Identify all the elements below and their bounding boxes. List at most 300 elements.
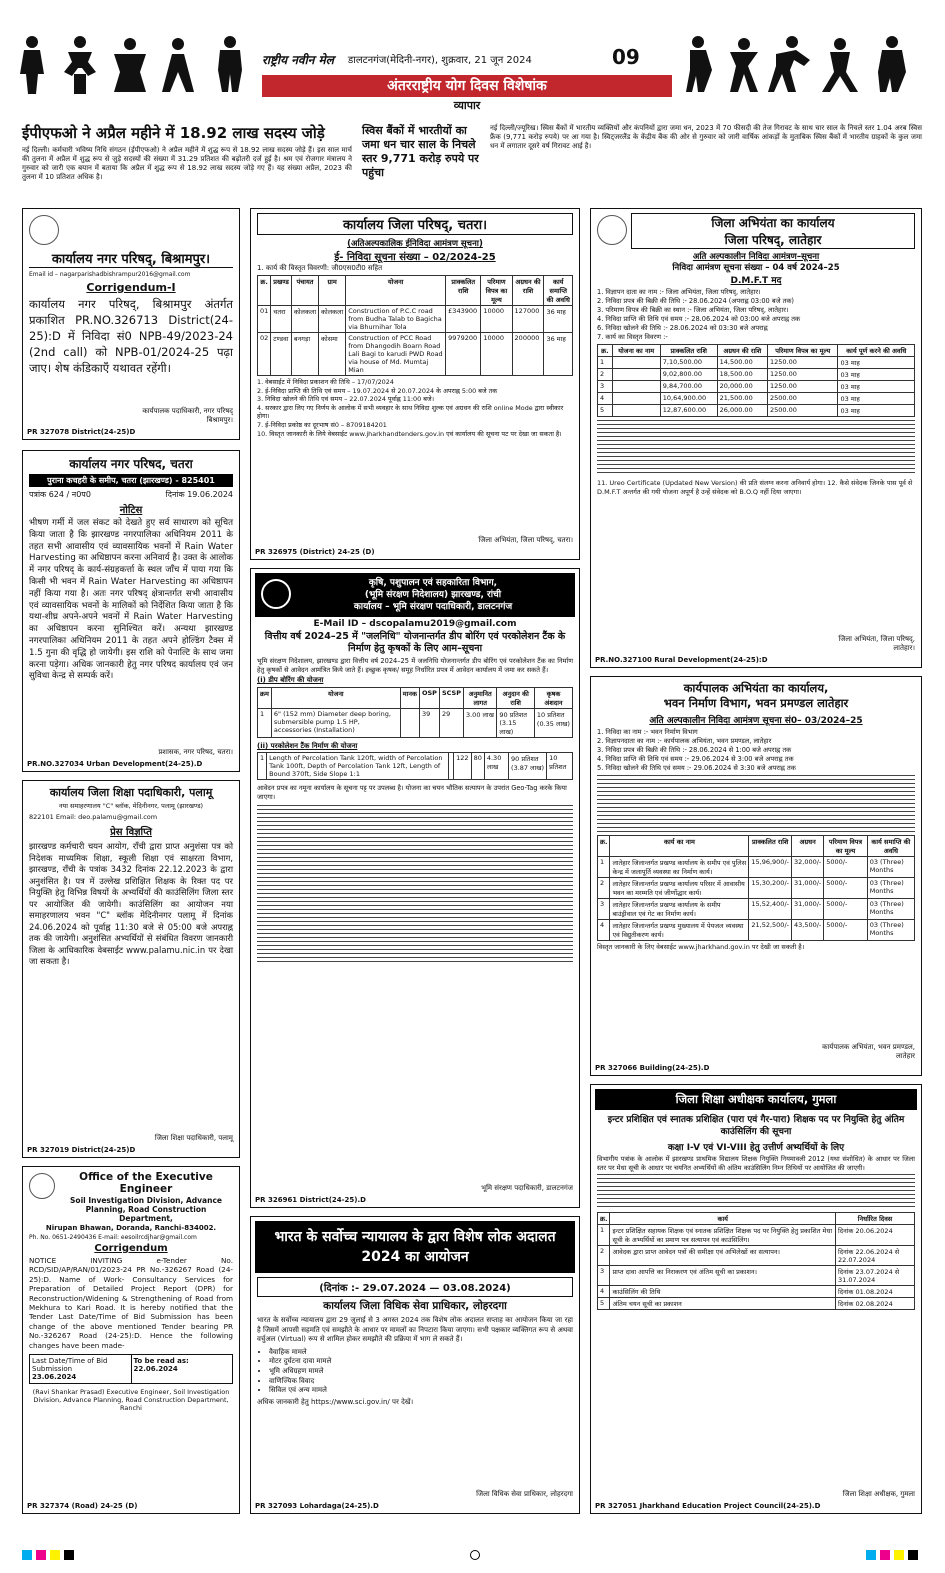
zpl-office-block <box>631 213 915 249</box>
zpl-table-cell: 26,000.00 <box>717 405 767 417</box>
zpl-table-cell: 2500.00 <box>768 405 838 417</box>
bc-fine-print <box>597 775 915 833</box>
bc-table-cell: 03 (Three) Months <box>867 857 914 878</box>
soil-pr: PR 327374 (Road) 24-25 (D) <box>27 1502 138 1510</box>
sc-table1-cell: 6" (152 mm) Diameter deep boring, submersible pump 1.5 HP, accessories (Installation) <box>271 709 400 738</box>
bc-table-cell: 1 <box>598 857 610 878</box>
bc-table-header-cell: कार्य का नाम <box>610 836 749 857</box>
soil-title: Corrigendum <box>94 1243 168 1254</box>
sc-table2-cell: 10 प्रतिशत <box>547 753 573 780</box>
emblem-icon <box>29 1173 55 1199</box>
gu-table-cell: प्राप्त दावा आपत्ति का निराकरण एवं अंतिम सूची का प्रकाशन। <box>610 1266 836 1286</box>
sc-table1-header-cell: क्रम <box>258 688 272 709</box>
zpc-table-cell: टण्डवा <box>271 333 292 376</box>
soil-contact: Ph. No. 0651-2490436 E-mail: eesoilrcdjhar@gmail.com <box>29 1234 197 1241</box>
sc-dir: (भूमि संरक्षण निदेशालय) झारखण्ड, रांची <box>364 590 502 600</box>
zpl-table-cell: 1250.00 <box>768 369 838 381</box>
bc-table-header-cell: क्र. <box>598 836 610 857</box>
zpl-detail-line: 1. विज्ञापन दाता का नाम :- जिला अभियंता, जिला परिषद्, लातेहार। <box>597 288 761 296</box>
zpc-table-header-cell: परिमाण विपत्र का मूल्य <box>481 276 512 306</box>
bc-table-cell: 5000/- <box>824 878 867 899</box>
zpl-table-header-cell: अग्रधन की राशि <box>717 345 767 357</box>
zpl-table-row <box>598 405 915 417</box>
zpl-table <box>597 344 915 417</box>
la-office: कार्यालय जिला विधिक सेवा प्राधिकार, लोहरदगा <box>323 1300 507 1312</box>
zpc-table-header-cell: ग्राम <box>319 276 346 306</box>
zpl-detail-line: 6. निविदा खोलने की तिथि :- 28.06.2024 को 03:30 बजे अपराह्न <box>597 324 768 332</box>
color-swatch-magenta <box>36 1550 46 1560</box>
sc-table1-header-cell: अनुदान की राशि <box>497 688 535 709</box>
sc-table2-title: (ii) परकोलेशन टैंक निर्माण की योजना <box>257 742 358 750</box>
bishrampur-office: कार्यालय नगर परिषद्, बिश्रामपुर। <box>29 249 233 268</box>
bc-table-cell: लातेहार जिलान्तर्गत प्रखण्ड मुख्यालय में पेयजल व्यवस्था एवं विद्युतीकरण कार्य। <box>610 920 749 941</box>
bc-table-row <box>598 878 915 899</box>
news-swiss <box>490 124 922 202</box>
zpl-tender-no: निविदा आमंत्रण सूचना संख्या – 04 वर्ष 2024–25 <box>672 263 840 273</box>
bc-table-header-cell: प्राक्कलित राशि <box>749 836 792 857</box>
zpc-table-cell: 36 माह <box>544 333 573 376</box>
bc-table-cell: 32,000/- <box>791 857 823 878</box>
color-swatch-yellow <box>894 1550 904 1560</box>
chatra-np-pr: PR.NO.327034 Urban Development(24-25).D <box>27 760 203 768</box>
gu-headline: इन्टर प्रशिक्षित एवं स्नातक प्रशिक्षित (पारा एवं गैर-पारा) शिक्षक पद पर नियुक्ति हेतु अंतिम काउंसिलिंग की सूचना <box>607 1115 905 1137</box>
sc-table1-header-cell: मानक <box>400 688 419 709</box>
palamu-title: प्रेस विज्ञप्ति <box>110 827 152 838</box>
zpc-tender-no: ई- निविदा सूचना संख्या – 02/2024-25 <box>334 252 496 263</box>
la-case-item: • भूमि अधिग्रहण मामले <box>269 1367 573 1377</box>
zpl-table-cell: 1 <box>598 357 613 369</box>
la-case-item: • वैवाहिक मामले <box>269 1348 573 1358</box>
zpc-pr: PR 326975 (District) 24-25 (D) <box>255 548 375 556</box>
soil-to-be-read: To be read as: <box>133 1357 189 1366</box>
chatra-np-title: नोटिस <box>119 505 143 516</box>
zpl-table-header-cell: योजना का नाम <box>612 345 660 357</box>
bc-detail-line: 1. निविदा का नाम :- भवन निर्माण विभाग <box>597 728 698 736</box>
palamu-body: झारखण्ड कर्मचारी चयन आयोग, राँची द्वारा प्राप्त अनुशंसा पत्र को निदेशक माध्यमिक शिक्षा, स्कूली शिक्षा एवं साक्षरता विभाग, झारखण्ड, राँची के पत्रांक 3432 दिनांक 22.12.2023 के द्वारा अनुशंसित है। पत्र में उल्लेख प्रशिक्षित शिक्षक के रिक्त पद पर नियुक्ति हेतु विभिन्न विषयों के अभ्यर्थियों की काउंसिलिंग जिला स्तर पर आयोजित की जायेगी। काउंसिलिंग का आयोजन नया समाहरणालय भवन "C" ब्लॉक मेदिनीनगर पलामू में दिनांक 24.06.2024 को पूर्वाह्न 11:30 बजे से 05:00 बजे अपराह्न तक की जायेगी। अनुशंसित अभ्यर्थियों से संबंधित विवरण जानकारी जिला के आधिकारिक वेबसाईट www.palamu.nic.in पर देखा जा सकता है। <box>29 841 233 966</box>
zpc-intro: 1. कार्य की विस्तृत विवरणी: जी0एस0टी0 सहित <box>257 264 383 272</box>
chatra-np-signer: प्रशासक, नगर परिषद, चतरा। <box>158 748 233 756</box>
epfo-headline: ईपीएफओ ने अप्रैल महीने में 18.92 लाख सदस्य जोड़े <box>22 124 325 142</box>
bishrampur-signer: कार्यपालक पदाधिकारी, नगर परिषद् बिश्रामपुर। <box>142 407 233 424</box>
soil-old-date: 23.06.2024 <box>32 1373 77 1382</box>
zpc-table-cell: 200000 <box>512 333 544 376</box>
color-swatch-magenta <box>880 1550 890 1560</box>
bc-table-cell: 03 (Three) Months <box>867 899 914 920</box>
gu-body: विभागीय पत्रांक के आलोक में झारखण्ड प्राथमिक विद्यालय शिक्षक नियुक्ति नियमावली 2012 (यथा संशोधित) के आधार पर जिला स्तर पर मेधा सूची के आधार पर चयनित अभ्यर्थियों की अंतिम काउंसिलिंग निम्न तिथियों पर आयोजित की जाएगी। <box>597 1155 915 1172</box>
zpl-detail-line: 7. कार्य का विस्तृत विवरण :- <box>597 333 668 341</box>
sc-table2-cell: 80 <box>471 753 484 780</box>
bc-table-cell: लातेहार जिलान्तर्गत प्रखण्ड कार्यालय परिसर में आवासीय भवन का मरम्मति एवं जीर्णोद्धार कार्य। <box>610 878 749 899</box>
sc-terms-fine-print <box>257 805 573 965</box>
zpc-table-header-cell: प्रखण्ड <box>271 276 292 306</box>
zpc-table-cell: चतरा <box>271 306 292 333</box>
bc-table-cell: 3 <box>598 899 610 920</box>
sc-table2 <box>257 752 573 780</box>
color-swatch-black <box>64 1550 74 1560</box>
la-cases-list <box>269 1348 573 1396</box>
la-case-item: • मोटर दुर्घटना दावा मामले <box>269 1357 573 1367</box>
ad-palamu-education <box>22 780 240 1158</box>
bc-table-cell: 2 <box>598 878 610 899</box>
zpl-table-cell: 3 <box>598 381 613 393</box>
bc-table <box>597 835 915 941</box>
bc-table-row <box>598 920 915 941</box>
zpl-table-cell: 14,500.00 <box>717 357 767 369</box>
zpc-table-header-cell: प्राक्कलित राशि <box>446 276 481 306</box>
sc-table1 <box>257 687 573 738</box>
sc-table1-header-cell: कृषक अंशदान <box>534 688 572 709</box>
sc-headline: वित्तीय वर्ष 2024–25 में "जलनिधि" योजनान्तर्गत डीप बोरिंग एवं परकोलेशन टैंक के निर्माण हेतु कृषकों के लिए आम–सूचना <box>264 631 566 654</box>
palamu-address: नया समाहरणालय "C" ब्लॉक, मेदिनीनगर, पलामू (झारखण्ड) <box>58 802 204 810</box>
soil-dept: Soil Investigation Division, Advance Planning, Road Construction Department, <box>70 1196 222 1223</box>
la-body: भारत के सर्वोच्च न्यायालय द्वारा 29 जुलाई से 3 अगस्त 2024 तक विशेष लोक अदालत सप्ताह का आयोजन किया जा रहा है जिसमें आपसी सहमति एवं समझौते के आधार पर मामलों का निपटारा किया जाएगा। सभी पक्षकार व्यक्तिगत रूप से अथवा वर्चुअल (Virtual) रूप से शामिल होकर समझौते की प्रक्रिया में भाग ले सकते हैं। <box>257 1316 573 1344</box>
sc-table1-header-row <box>258 688 573 709</box>
soil-body: NOTICE INVITING e-Tender No. RCD/SID/AP/RAN/01/2023-24 PR No.-326267 Road (24-25):D. Name of Work- Consultancy Services for Preparation of Detailed Project Report (DPR) for Reconstruction/Widening & Strengthening of Road from Mekhura to Kari Road. It is hereby notified that the Tender Last Date/Time of Bid Submission has been change of the above mentioned Tender bearing PR No.-326267 Road (24-25):D. Hence the following changes have been made- <box>29 1256 233 1350</box>
bc-table-cell: 4 <box>598 920 610 941</box>
color-swatch-black <box>908 1550 918 1560</box>
gu-table-cell: दिनांक 02.08.2024 <box>836 1298 915 1310</box>
bc-table-cell: 03 (Three) Months <box>867 920 914 941</box>
sc-header <box>255 573 575 617</box>
zpl-table-cell: 9,02,800.00 <box>660 369 717 381</box>
bc-table-cell: 15,30,200/- <box>749 878 792 899</box>
zpc-table-cell: 10000 <box>481 333 512 376</box>
chatra-np-ref: पत्रांक 624 / न0प0 <box>29 490 91 499</box>
zpl-table-row <box>598 381 915 393</box>
swiss-body: नई दिल्ली/ज्यूरिख। स्विस बैंकों में भारतीय व्यक्तियों और कंपनियों द्वारा जमा धन, 2023 में 70 फीसदी की तेज गिरावट के साथ चार साल के निचले स्तर 1.04 अरब स्विस फ्रैंक (9,771 करोड़ रुपये) पर आ गया है। स्विट्जरलैंड के केंद्रीय बैंक की ओर से गुरुवार को जारी वार्षिक आंकड़ों के मुताबिक स्विस बैंकों में भारतीय ग्राहकों के कुल जमा धन में लगातार दूसरे वर्ष गिरावट आई है। <box>490 124 922 150</box>
gu-table-cell: 3 <box>598 1266 610 1286</box>
zpc-table-cell: 02 <box>258 333 271 376</box>
zpl-table-cell: 5 <box>598 405 613 417</box>
bc-pr: PR 327066 Building(24-25).D <box>595 1064 710 1072</box>
zpl-table-row <box>598 393 915 405</box>
zpc-table-cell: £343900 <box>446 306 481 333</box>
sc-pr: PR 326961 District(24-25).D <box>255 1196 366 1204</box>
zpc-table-cell: कोलकला <box>319 306 346 333</box>
zpc-signer: जिला अभियंता, जिला परिषद्, चतरा। <box>478 536 573 544</box>
sc-signer: भूमि संरक्षण पदाधिकारी, डालटनगंज <box>481 1184 573 1192</box>
masthead <box>262 45 602 73</box>
soil-address: Nirupan Bhawan, Doranda, Ranchi-834002. <box>45 1224 217 1232</box>
sc-table1-title: (i) डीप बोरिंग की योजना <box>257 676 324 684</box>
gu-table-cell: 1 <box>598 1225 610 1246</box>
bc-table-cell: 15,52,400/- <box>749 899 792 920</box>
gu-table-row <box>598 1286 915 1298</box>
zpc-office: कार्यालय जिला परिषद्, चतरा। <box>257 213 573 235</box>
zpl-table-cell: 12,87,600.00 <box>660 405 717 417</box>
soil-old-label: Last Date/Time of Bid Submission <box>32 1357 108 1374</box>
zpl-subtitle: जिला परिषद्, लातेहार <box>724 233 822 247</box>
zpl-table-cell: 03 माह <box>838 381 915 393</box>
zpl-table-cell: 2500.00 <box>768 393 838 405</box>
ad-lok-adalat <box>250 1216 580 1514</box>
bc-subtitle: भवन निर्माण विभाग, भवन प्रमण्डल लातेहार <box>663 696 849 710</box>
bc-detail-line: 5. निविदा खोलने की तिथि एवं समय :- 29.06.2024 से 3:30 बजे अपराह्न तक <box>597 764 796 772</box>
gu-table-cell: अंतिम चयन सूची का प्रकाशन <box>610 1298 836 1310</box>
sc-table1-header-cell: अनुमानित लागत <box>463 688 496 709</box>
ad-building-construction <box>590 676 922 1076</box>
zpl-detail-line: 2. निविदा प्रपत्र की बिक्री की तिथि :- 28.06.2024 (अपराह्न 03:00 बजे तक) <box>597 297 794 305</box>
zpl-detail-line: 3. परिमाण विपत्र की बिक्री का स्थान :- जिला अभियंता, जिला परिषद्, लातेहार। <box>597 306 789 314</box>
zpc-table-cell: कोसमा <box>319 333 346 376</box>
zpl-table-cell: 18,500.00 <box>717 369 767 381</box>
gu-table-row <box>598 1298 915 1310</box>
bc-table-header-cell: अग्रधन <box>791 836 823 857</box>
zpc-table-cell: 36 माह <box>544 306 573 333</box>
sc-table1-cell: 3.00 लाख <box>463 709 496 738</box>
bc-table-row <box>598 899 915 920</box>
zpl-table-cell: 9,84,700.00 <box>660 381 717 393</box>
zpc-subtitle: (अतिअल्पकालिक ईनिविदा आमंत्रण सूचना) <box>347 239 483 249</box>
zpl-table-header-cell: परिमाण विपत्र का मूल्य <box>768 345 838 357</box>
bc-detail-line: 2. विज्ञापनदाता का नाम :- कार्यपालक अभियंता, भवन प्रमण्डल, लातेहार <box>597 737 772 745</box>
ad-soil-investigation <box>22 1166 240 1514</box>
zpc-table-header-cell: पंचायत <box>291 276 318 306</box>
location-date: डालटनगंज(मेदिनी-नगर), शुक्रवार, 21 जून 2024 <box>347 55 532 66</box>
gu-table-cell: दिनांक 20.06.2024 <box>836 1225 915 1246</box>
sc-table1-row <box>258 709 573 738</box>
zpl-table-cell: 03 माह <box>838 393 915 405</box>
chatra-np-body: भीषण गर्मी में जल संकट को देखते हुए सर्व साधारण को सूचित किया जाता है कि झारखण्ड नगरपालिका अधिनियम 2011 के तहत सभी आवासीय एवं व्यावसायिक भवनों में Rain Water Harvesting का अधिष्ठापन करना अनिवार्य है। उक्त के आलोक में नगर परिषद् के कार्य-संग्रहकर्त्ता के स्थल जाँच में पाया गया कि किसी भी भवन में Rain Water Harvesting का अधिष्ठापन नहीं किया गया है। अतः नगर परिषद् क्षेत्रान्तर्गत सभी आवासीय एवं व्यावसायिक भवनों के मालिकों को निर्देशित किया जाता है कि यथा-शीघ्र अपने-अपने भवनों में Rain Water Harvesting का अधिष्ठापन करना सुनिश्चित करें। अन्यथा झारखण्ड नगरपालिका अधिनियम 2011 के तहत अपने होल्डिंग टैक्स में 1.5 गुना की वृद्धि हो जायेगी। इस राशि को पेनाल्टि के साथ जमा करना पड़ेगा। अधिक जानकारी हेतु नगर परिषद कार्यालय एवं जन सुविधा केन्द्र से सम्पर्क करें। <box>29 518 233 682</box>
gu-table-header-cell: क्र. <box>598 1213 610 1225</box>
color-swatch-yellow <box>50 1550 60 1560</box>
palamu-office: कार्यालय जिला शिक्षा पदाधिकारी, पलामू <box>49 786 213 799</box>
gu-table-row <box>598 1266 915 1286</box>
sc-table1-header-cell: योजना <box>271 688 400 709</box>
sc-dept: कृषि, पशुपालन एवं सहकारिता विभाग, <box>368 578 498 588</box>
zpl-table-cell: 4 <box>598 393 613 405</box>
bc-detail-line: 4. निविदा प्राप्ति की तिथि एवं समय :- 29.06.2024 से 3:00 बजे अपराह्न तक <box>597 755 794 763</box>
ad-bishrampur <box>22 208 240 440</box>
gu-table-header-row <box>598 1213 915 1225</box>
color-swatch-cyan <box>22 1550 32 1560</box>
zpl-table-header-cell: क्र. <box>598 345 613 357</box>
bc-table-cell: 31,000/- <box>791 878 823 899</box>
bishrampur-body: कार्यालय नगर परिषद्, बिश्रामपुर अंतर्गत प्रकाशित PR.NO.326713 District(24-25):D में निविदा सं0 NPB-49/2023-24 (2nd call) को NPB-01/2024-25 पढ़ा जाए। शेष कंडिकाएँ यथावत रहेंगी। <box>29 297 233 375</box>
sc-table1-cell: 39 <box>419 709 439 738</box>
zpc-table-header-cell: क्र. <box>258 276 271 306</box>
zpl-table-header-cell: कार्य पूर्ण करने की अवधि <box>838 345 915 357</box>
gu-table-cell: काउंसिलिंग की तिथि <box>610 1286 836 1298</box>
gu-subhead: कक्षा I-V एवं VI-VIII हेतु उत्तीर्ण अभ्यर्थियों के लिए <box>667 1143 845 1153</box>
zpc-table <box>257 275 573 376</box>
la-signer: जिला विधिक सेवा प्राधिकार, लोहरदगा <box>476 1490 573 1498</box>
bc-table-header-cell: परिमाण विपत्र का मूल्य <box>824 836 867 857</box>
zpc-table-cell: बनगड़ा <box>291 333 318 376</box>
gu-table-cell: आवेदक द्वारा प्राप्त आवेदन पत्रों की समीक्षा एवं अभिलेखों का सत्यापन। <box>610 1246 836 1266</box>
gu-office: जिला शिक्षा अधीक्षक कार्यालय, गुमला <box>595 1089 917 1110</box>
bc-table-row <box>598 857 915 878</box>
soil-office: Office of the Executive Engineer <box>79 1171 213 1195</box>
sc-table1-cell: 90 प्रतिशत (3.15 लाख) <box>497 709 535 738</box>
bc-table-cell: लातेहार जिलान्तर्गत प्रखण्ड कार्यालय के समीप बाउंड्रीवाल एवं गेट का निर्माण कार्य। <box>610 899 749 920</box>
gu-table-cell: 4 <box>598 1286 610 1298</box>
zpl-table-cell <box>612 393 660 405</box>
zpc-table-header-row <box>258 276 573 306</box>
zpl-table-cell <box>612 405 660 417</box>
zpl-table-cell: 03 माह <box>838 405 915 417</box>
bc-table-cell: लातेहार जिलान्तर्गत प्रखण्ड कार्यालय के समीप एवं पुलिस केन्द्र में जलापूर्ति व्यवस्था का निर्माण कार्य। <box>610 857 749 878</box>
bishrampur-email: Email id – nagarparishadbishrampur2016@gmail.com <box>29 271 191 278</box>
zpl-table-cell <box>612 357 660 369</box>
chatra-np-office: कार्यालय नगर परिषद, चतरा <box>69 457 193 471</box>
zpc-table-row <box>258 306 573 333</box>
la-website: अधिक जानकारी हेतु https://www.sci.gov.in/ पर देखें। <box>257 1397 414 1406</box>
palamu-signer: जिला शिक्षा पदाधिकारी, पलामू <box>154 1134 233 1142</box>
zpl-table-cell: 03 माह <box>838 369 915 381</box>
zpl-fund: D.M.F.T मद <box>730 276 782 286</box>
chatra-np-date: दिनांक 19.06.2024 <box>165 490 233 499</box>
ad-soil-conservation <box>250 568 580 1208</box>
bc-table-cell: 31,000/- <box>791 899 823 920</box>
bc-table-header-cell: कार्य समाप्ति की अवधि <box>867 836 914 857</box>
zpc-table-cell: Construction of P.C.C road from Budha Talab to Bagicha via Bhurnihar Tola <box>346 306 446 333</box>
zpc-table-cell: 127000 <box>512 306 544 333</box>
zpl-table-cell: 03 माह <box>838 357 915 369</box>
yoga-figures-left-icon <box>10 34 260 96</box>
zpl-table-cell: 7,10,500.00 <box>660 357 717 369</box>
gu-table-cell: 5 <box>598 1298 610 1310</box>
jharkhand-emblem-icon <box>261 579 291 609</box>
sc-body: भूमि संरक्षण निदेशालय, झारखण्ड द्वारा वित्तीय वर्ष 2024–25 में जलनिधि योजनान्तर्गत डीप बोरिंग एवं परकोलेशन टैंक का निर्माण हेतु कृषकों से आवेदन आमंत्रित किये जाते हैं। इच्छुक कृषक/ समूह निर्धारित प्रपत्र में आवेदन कार्यालय में जमा कर सकते हैं। <box>257 657 573 674</box>
sc-table2-cell: Length of Percolation Tank 120ft, width of Percolation Tank 100ft, Depth of Percolation Tank 12ft, Length of Bound 370ft, Side Slope 1:1 <box>267 753 449 780</box>
sc-table2-cell: 122 <box>454 753 471 780</box>
bc-table-header-row <box>598 836 915 857</box>
gu-table-cell: 2 <box>598 1246 610 1266</box>
zpl-pr: PR.NO.327100 Rural Development(24-25):D <box>595 656 768 664</box>
gu-table <box>597 1212 915 1310</box>
bishrampur-pr: PR 327078 District(24-25)D <box>27 428 136 436</box>
zpc-table-header-cell: अग्रधन की राशि <box>512 276 544 306</box>
zpl-table-header-row <box>598 345 915 357</box>
zpc-notes: 1. वेबसाईट में निविदा प्रकाशन की तिथि – 17/07/2024 2. ई-निविदा प्राप्ति की तिथि एवं समय – 19.07.2024 से 20.07.2024 के अपराह्न 5:00 बजे तक 3. निविदा खोलने की तिथि एवं समय – 22.07.2024 पूर्वाह्न 11:00 बजे। 4. सरकार द्वारा लिए गए निर्णय के आलोक में सभी व्यवहार के साथ निविदा शुल्क एवं अग्रधन की राशि online Mode द्वारा स्वीकार होगा। 7. ई-निविदा प्रकोष्ठ का दूरभाष सं0 – 8709184201 10. विस्तृत जानकारी के लिये वेबसाईट www.jharkhandtenders.gov.in एवं कार्यालय की सूचना पट पर देखा जा सकता है। <box>257 378 564 438</box>
zpc-table-cell: कोलकला <box>291 306 318 333</box>
bc-website: विस्तृत जानकारी के लिए वेबसाईट www.jharkhand.gov.in पर देखी जा सकती है। <box>597 943 805 951</box>
gu-table-header-cell: निर्धारित दिवस <box>836 1213 915 1225</box>
zpc-table-header-cell: योजना <box>346 276 446 306</box>
ad-gumla-education <box>590 1084 922 1514</box>
bc-tender: अति अल्पकालीन निविदा आमंत्रण सूचना सं0– 03/2024–25 <box>649 716 863 726</box>
zpl-table-row <box>598 369 915 381</box>
la-pr: PR 327093 Lohardaga(24-25).D <box>255 1502 379 1510</box>
zpl-table-cell <box>612 381 660 393</box>
gu-table-cell: दिनांक 22.06.2024 से 22.07.2024 <box>836 1246 915 1266</box>
bc-table-cell: 43,500/- <box>791 920 823 941</box>
sc-table2-cell: 1 <box>258 753 267 780</box>
news-swiss-headline-block <box>362 124 482 202</box>
zpl-table-header-cell: प्राक्कलित राशि <box>660 345 717 357</box>
zpl-table-cell: 21,500.00 <box>717 393 767 405</box>
la-case-item: • वाणिज्यिक विवाद <box>269 1377 573 1387</box>
sc-table2-cell: 4.30 लाख <box>484 753 508 780</box>
la-headline: भारत के सर्वोच्च न्यायालय के द्वारा विशेष लोक अदालत 2024 का आयोजन <box>255 1221 575 1273</box>
la-dates: (दिनांक :- 29.07.2024 — 03.08.2024) <box>257 1277 573 1297</box>
bc-office: कार्यपालक अभियंता का कार्यालय, <box>683 681 829 695</box>
zpl-table-cell: 20,000.00 <box>717 381 767 393</box>
zpl-table-cell: 2 <box>598 369 613 381</box>
bc-detail-line: 3. निविदा प्रपत्र की बिक्री की तिथि :- 28.06.2024 से 1:00 बजे अपराह्न तक <box>597 746 792 754</box>
zpl-table-cell: 10,64,900.00 <box>660 393 717 405</box>
bc-table-cell: 5000/- <box>824 857 867 878</box>
sc-table1-header-cell: SCSP <box>439 688 463 709</box>
zpl-signer: जिला अभियंता, जिला परिषद्, लातेहार। <box>838 635 915 652</box>
gu-table-header-cell: कार्य <box>610 1213 836 1225</box>
registration-mark-icon <box>470 1550 480 1560</box>
sc-table1-cell: 29 <box>439 709 463 738</box>
zpl-table-row <box>598 357 915 369</box>
zpl-office: जिला अभियंता का कार्यालय <box>711 216 835 230</box>
gu-signer: जिला शिक्षा अधीक्षक, गुमला <box>842 1490 915 1498</box>
gu-fine-print <box>597 1174 915 1210</box>
ad-chatra-nagar-parishad <box>22 450 240 772</box>
zpc-table-row <box>258 333 573 376</box>
color-swatch-cyan <box>866 1550 876 1560</box>
zpc-table-cell: 9979200 <box>446 333 481 376</box>
bc-table-cell: 21,52,500/- <box>749 920 792 941</box>
zpl-detail-line: 4. निविदा प्राप्ति की तिथि एवं समय :- 28.06.2024 को 03:00 बजे अपराह्न तक <box>597 315 801 323</box>
gu-table-cell: दिनांक 23.07.2024 से 31.07.2024 <box>836 1266 915 1286</box>
paper-name: राष्ट्रीय नवीन मेल <box>262 52 334 67</box>
sc-table1-cell: 1 <box>258 709 272 738</box>
sc-table1-cell: 10 प्रतिशत (0.35 लाख) <box>534 709 572 738</box>
zpc-table-header-cell: कार्य समाप्ति की अवधि <box>544 276 573 306</box>
section-label: व्यापार <box>453 99 481 112</box>
soil-date-table <box>29 1354 233 1384</box>
zpl-notes: 11. Ureo Certificate (Updated New Version) की प्रति संलग्न करना अनिवार्य होगा। 12. कैसे संवेदक जिनके पास पूर्व से D.M.F.T अन्तर्गत की गयी योजना अपूर्ण है उन्हें संवेदक को B.O.Q नहीं दिया जाएगा। <box>597 479 913 496</box>
gu-pr: PR 327051 Jharkhand Education Project Council(24-25).D <box>595 1502 821 1510</box>
zpc-table-cell: 10000 <box>481 306 512 333</box>
emblem-icon <box>29 215 59 245</box>
zpl-details <box>597 288 915 342</box>
la-case-item: • सिविल एवं अन्य मामले <box>269 1386 573 1396</box>
epfo-body: नई दिल्ली। कर्मचारी भविष्य निधि संगठन (ईपीएफओ) ने अप्रैल महीने में शुद्ध रूप से 18.92 लाख सदस्य जोड़े हैं। इस साल मार्च की तुलना में अप्रैल में शुद्ध रूप से जुड़े सदस्यों की संख्या में 31.29 प्रतिशत की बढ़ोतरी दर्ज हुई है। श्रम एवं रोजगार मंत्रालय ने गुरुवार को जारी एक बयान में बताया कि अप्रैल में शुद्ध रूप से 18.92 लाख सदस्य जोड़े गए हैं। यह संख्या अप्रैल, 2023 की तुलना में 10 प्रतिशत अधिक है। <box>22 146 352 181</box>
gu-table-row <box>598 1246 915 1266</box>
bc-details <box>597 728 915 773</box>
gu-table-cell: इन्टर प्रशिक्षित सहायक शिक्षक एवं स्नातक प्रशिक्षित शिक्षक पद पर नियुक्ति हेतु प्रकाशित मेधा सूची के अभ्यर्थियों का प्रमाण पत्र सत्यापन एवं काउंसिलिंग। <box>610 1225 836 1246</box>
chatra-np-address: पुराना कचहरी के समीप, चतरा (झारखण्ड) - 825401 <box>29 474 233 487</box>
sc-table1-header-cell: OSP <box>419 688 439 709</box>
soil-signer: (Ravi Shankar Prasad) Executive Engineer, Soil Investigation Division, Advance Planning, Road Construction Department, Ranchi <box>32 1388 230 1413</box>
sc-table1-cell <box>400 709 419 738</box>
special-banner: अंतरराष्ट्रीय योग दिवस विशेषांक <box>262 75 672 97</box>
soil-new-date: 22.06.2024 <box>133 1365 178 1374</box>
emblem-icon <box>597 215 627 245</box>
bishrampur-title: Corrigendum-I <box>86 281 176 294</box>
zpl-table-cell <box>612 369 660 381</box>
sc-email: E-Mail ID – dscopalamu2019@gmail.com <box>313 619 517 629</box>
page-number: 09 <box>612 45 640 69</box>
sc-table2-row <box>258 753 573 780</box>
ad-zila-parishad-chatra <box>250 208 580 560</box>
zpc-table-cell: Construction of PCC Road from Dhangodih Boarn Road Lali Bagi to karudi PWD Road via house of Md. Mumtaj Mian <box>346 333 446 376</box>
swiss-headline: स्विस बैंकों में भारतीयों का जमा धन चार साल के निचले स्तर 9,771 करोड़ रुपये पर पहुंचा <box>362 124 479 179</box>
palamu-pr: PR 327019 District(24-25)D <box>27 1146 136 1154</box>
zpc-table-cell: 01 <box>258 306 271 333</box>
zpl-fine-print <box>597 420 915 476</box>
sc-bottom: आवेदन प्रपत्र का नमूना कार्यालय के सूचना पट्ट पर उपलब्ध है। योजना का चयन भौतिक सत्यापन के उपरांत Geo-Tag करके किया जाएगा। <box>257 784 567 801</box>
gu-table-row <box>598 1225 915 1246</box>
sc-table2-cell: 90 प्रतिशत (3.87 लाख) <box>509 753 547 780</box>
gu-table-cell: दिनांक 01.08.2024 <box>836 1286 915 1298</box>
ad-zila-parishad-latehar <box>590 208 922 668</box>
sc-office: कार्यालय – भूमि संरक्षण पदाधिकारी, डालटनगंज <box>353 602 513 612</box>
bc-signer: कार्यपालक अभियंता, भवन प्रमण्डल, लातेहार <box>822 1043 915 1060</box>
yoga-figures-right-icon <box>680 34 935 96</box>
bc-table-cell: 15,96,900/- <box>749 857 792 878</box>
zpl-tender: अति अल्पकालीन निविदा आमंत्रण–सूचना <box>692 252 820 262</box>
bc-table-cell: 03 (Three) Months <box>867 878 914 899</box>
news-epfo <box>22 124 352 202</box>
